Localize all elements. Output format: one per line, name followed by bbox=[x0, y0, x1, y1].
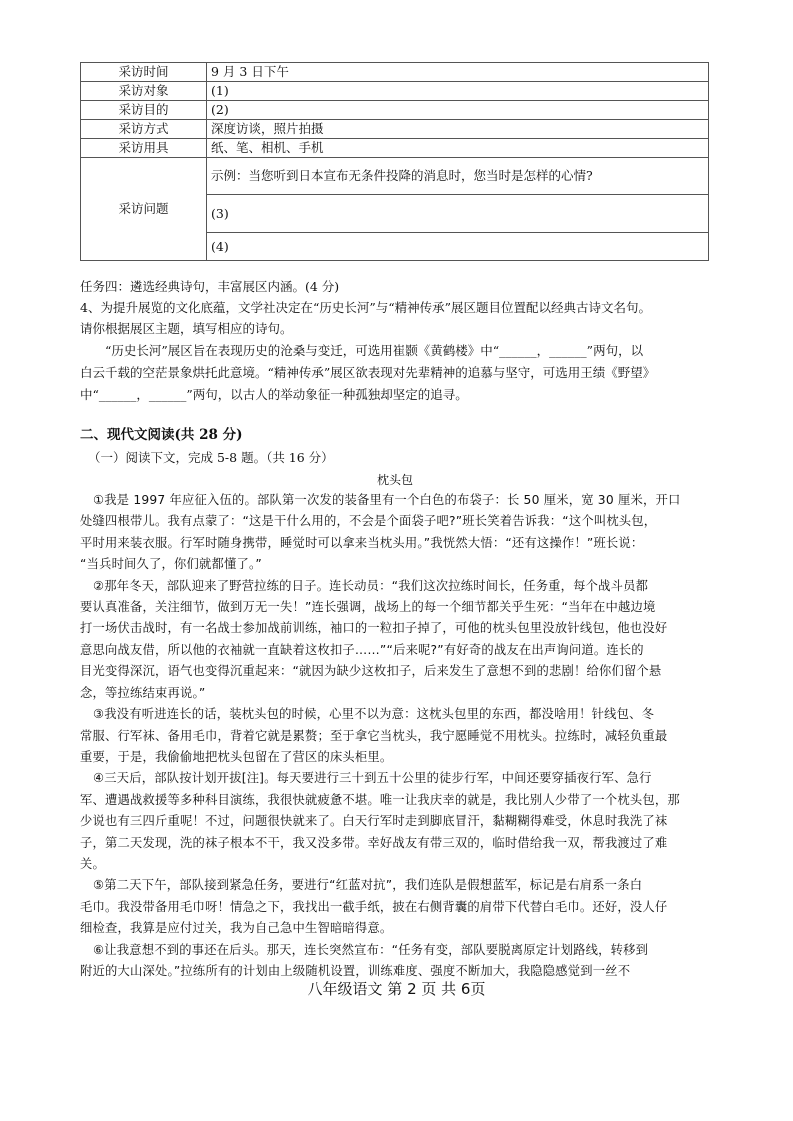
article-line: 念，等拉练结束再说。” bbox=[80, 686, 206, 700]
article-line: 关。 bbox=[80, 857, 105, 871]
section-subheading: （一）阅读下文，完成 5-8 题。（共 16 分） bbox=[88, 450, 334, 465]
article-line: 打一场伏击战时，有一名战士参加战前训练，袖口的一粒扣子掉了，可他的枕头包里没放针线包，他也没好 bbox=[80, 621, 668, 635]
article-line: ②那年冬天，部队迎来了野营拉练的日子。连长动员：“我们这次拉练时间长，任务重，每个战斗员都 bbox=[93, 579, 649, 593]
article-line: “当兵时间久了，你们就都懂了。” bbox=[80, 557, 262, 571]
article-line: ④三天后，部队按计划开拔[注]。每天要进行三十到五十公里的徒步行军，中间还要穿插夜行军、急行 bbox=[93, 771, 652, 785]
row-value: 9 月 3 日下午 bbox=[207, 63, 709, 82]
article-line: 子，第二天发现，洗的袜子根本不干，我又没多带。幸好战友有带三双的，临时借给我一双，帮我渡过了难 bbox=[80, 836, 668, 850]
row-value: 纸、笔、相机、手机 bbox=[207, 139, 709, 158]
article-line: 平时用来装衣服。行军时随身携带，睡觉时可以拿来当枕头用。”我恍然大悟：“还有这操作！”班长说： bbox=[80, 536, 644, 550]
row-label: 采访目的 bbox=[81, 101, 207, 120]
table-row bbox=[81, 101, 709, 120]
article-line: ①我是 1997 年应征入伍的。部队第一次发的装备里有一个白色的布袋子：长 50 厘米，宽 30 厘米，开口 bbox=[93, 493, 681, 507]
article-line: 处缝四根带儿。我有点蒙了：“这是干什么用的，不会是个面袋子吧?”班长笑着告诉我：“这个叫枕头包， bbox=[80, 514, 657, 528]
article-line: 附近的大山深处。”拉练所有的计划由上级随机设置，训练难度、强度不断加大，我隐隐感觉到一丝不 bbox=[80, 964, 631, 978]
row-label: 采访用具 bbox=[81, 139, 207, 158]
article-line: 常服、行军袜、备用毛巾，背着它就是累赘；至于拿它当枕头，我宁愿睡觉不用枕头。拉练时，减轻负重最 bbox=[80, 729, 668, 743]
q4-line: 请你根据展区主题，填写相应的诗句。 bbox=[80, 321, 293, 336]
question-cell: (3) bbox=[207, 195, 709, 233]
table-row bbox=[81, 63, 709, 82]
table-row bbox=[81, 82, 709, 101]
table-row bbox=[81, 158, 709, 195]
article-line: 意思向战友借，所以他的衣袖就一直缺着这枚扣子……”“后来呢?”有好奇的战友在出声询问道。连长的 bbox=[80, 643, 644, 657]
section-heading: 二、现代文阅读(共 28 分) bbox=[80, 427, 243, 443]
row-value: (1) bbox=[207, 82, 709, 101]
q4-paragraph-line: “历史长河”展区旨在表现历史的沧桑与变迁，可选用崔颢《黄鹤楼》中“______，______”两句，以 bbox=[105, 343, 644, 358]
q4-paragraph-line: 白云千载的空茫景象烘托此意境。“精神传承”展区欲表现对先辈精神的追慕与坚守，可选用王绩《野望》 bbox=[80, 365, 656, 380]
article-line: ③我没有听进连长的话，装枕头包的时候，心里不以为意：这枕头包里的东西，都没啥用！针线包、冬 bbox=[93, 707, 655, 721]
page-footer: 八年级语文 第 2 页 共 6页 bbox=[307, 980, 486, 998]
row-label: 采访时间 bbox=[81, 63, 207, 82]
article-line: 少说也有三四斤重呢！不过，问题很快就来了。白天行军时走到脚底冒汗，黏糊糊得难受，休息时我洗了袜 bbox=[80, 814, 668, 828]
table-row bbox=[81, 139, 709, 158]
interview-table bbox=[80, 62, 709, 261]
question-cell: (4) bbox=[207, 233, 709, 261]
article-line: 目光变得深沉，语气也变得沉重起来：“就因为缺少这枚扣子，后来发生了意想不到的悲剧！给你们留个悬 bbox=[80, 664, 662, 678]
article-line: 军、遭遇战救援等多种科目演练，我很快就疲惫不堪。唯一让我庆幸的就是，我比别人少带了一个枕头包，那 bbox=[80, 793, 680, 807]
q4-paragraph-line: 中“______，______”两句，以古人的举动象征一种孤独却坚定的追寻。 bbox=[80, 387, 468, 402]
article-line: 重要，于是，我偷偷地把枕头包留在了营区的床头柜里。 bbox=[80, 750, 393, 764]
question-cell: 示例：当您听到日本宣布无条件投降的消息时，您当时是怎样的心情? bbox=[207, 158, 709, 195]
article-line: 细检查，我算是应付过关，我为自己急中生智暗暗得意。 bbox=[80, 921, 393, 935]
article-line: 要认真准备，关注细节，做到万无一失！”连长强调，战场上的每一个细节都关乎生死：“当年在中越边境 bbox=[80, 600, 656, 614]
row-label: 采访方式 bbox=[81, 120, 207, 139]
table-row bbox=[81, 120, 709, 139]
article-line: ⑥让我意想不到的事还在后头。那天，连长突然宣布：“任务有变，部队要脱离原定计划路线，转移到 bbox=[93, 943, 649, 957]
article-title: 枕头包 bbox=[376, 473, 413, 487]
article-line: 毛巾。我没带备用毛巾呀！情急之下，我找出一截手纸，披在右侧背囊的肩带下代替白毛巾。还好，没人仔 bbox=[80, 900, 668, 914]
questions-label: 采访问题 bbox=[81, 158, 207, 261]
row-label: 采访对象 bbox=[81, 82, 207, 101]
q4-line: 4、为提升展览的文化底蕴，文学社决定在“历史长河”与“精神传承”展区题目位置配以经典古诗文名句。 bbox=[80, 300, 652, 315]
task4-title: 任务四：遴选经典诗句，丰富展区内涵。(4 分) bbox=[80, 279, 340, 294]
row-value: (2) bbox=[207, 101, 709, 120]
article-line: ⑤第二天下午，部队接到紧急任务，要进行“红蓝对抗”，我们连队是假想蓝军，标记是右肩系一条白 bbox=[93, 878, 643, 892]
row-value: 深度访谈，照片拍摄 bbox=[207, 120, 709, 139]
